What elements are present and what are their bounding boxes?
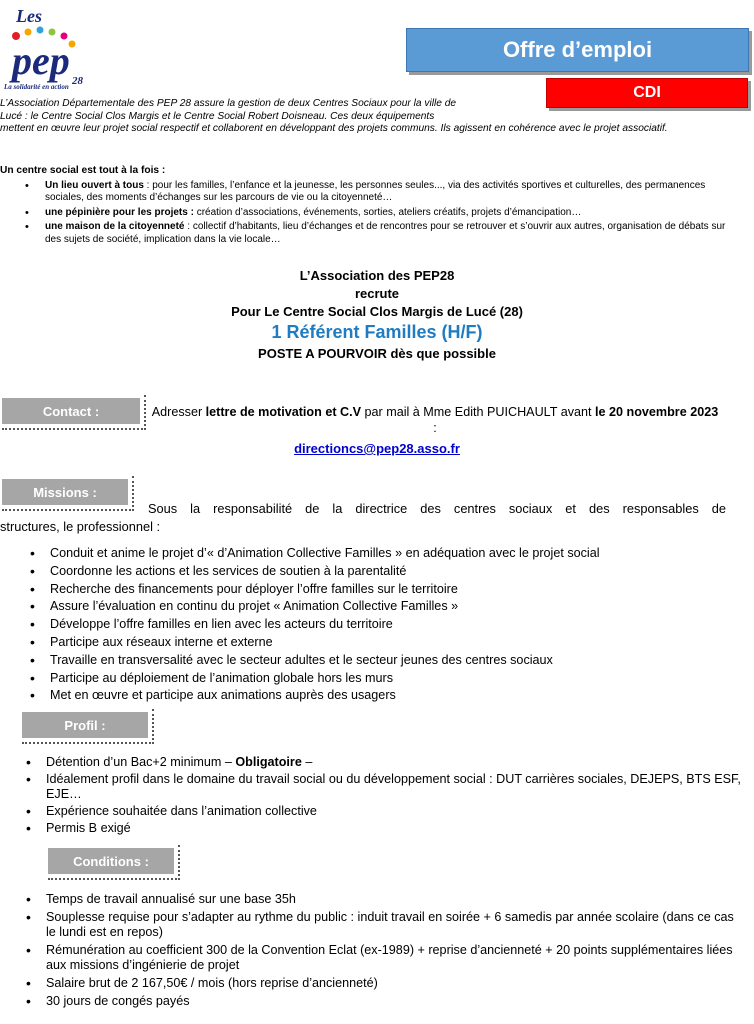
- pep28-logo: [2, 2, 102, 94]
- svg-text:28: 28: [72, 75, 83, 87]
- missions-list: [26, 545, 746, 705]
- contact-instructions: Adresser lettre de motivation et C.V par mail à Mme Edith PUICHAULT avant le 20 novembre 2023 :: [151, 405, 719, 435]
- list-item: • Souplesse requise pour s’adapter au rythme du public : induit travail en soirée + 6 samedis par année scolaire (dans ce cas le lundi est en repos): [22, 910, 742, 940]
- section-label-text: Conditions :: [73, 853, 149, 869]
- profil-section-label: [22, 712, 148, 738]
- list-item: • Travaille en transversalité avec le secteur adultes et le secteur jeunes des centres sociaux: [26, 652, 746, 670]
- conditions-section-label: [48, 848, 174, 874]
- list-item: • Salaire brut de 2 167,50€ / mois (hors reprise d’ancienneté): [22, 976, 742, 991]
- list-item: • Idéalement profil dans le domaine du travail social ou du développement social : DUT carrières sociales, DEJEPS, BTS ESF, EJE…: [22, 772, 742, 802]
- list-item: • Assure l’évaluation en continu du projet « Animation Collective Familles »: [26, 598, 746, 616]
- list-item: • Permis B exigé: [22, 821, 742, 836]
- list-item: • Recherche des financements pour déployer l’offre familles sur le territoire: [26, 581, 746, 599]
- svg-text:Les: Les: [16, 6, 42, 26]
- intro-paragraph: [0, 98, 740, 136]
- list-item: • Participe aux réseaux interne et externe: [26, 634, 746, 652]
- contract-type-badge: CDI: [546, 78, 748, 108]
- list-item: • Rémunération au coefficient 300 de la Convention Eclat (ex-1989) + reprise d’ancienneté + 20 points supplémentaires liées aux missions d’ingénierie de projet: [22, 943, 742, 973]
- list-item: • 30 jours de congés payés: [22, 994, 742, 1009]
- contact-email-link[interactable]: directioncs@pep28.asso.fr: [294, 441, 460, 456]
- list-item: • Un lieu ouvert à tous : pour les familles, l’enfance et la jeunesse, les personnes seules..., via des activités sportives et culturelles, des permanences sociales, des moments d’échanges sur les parcours de vie ou la citoyenneté…: [20, 180, 740, 205]
- centre-social-list: [20, 180, 740, 248]
- intro-line: Lucé : le Centre Social Clos Margis et le Centre Social Robert Doisneau. Ces deux équipements: [0, 110, 435, 122]
- contact-section-label: [2, 398, 140, 424]
- svg-text:pep: pep: [12, 38, 70, 83]
- list-item: • Développe l’offre familles en lien avec les acteurs du territoire: [26, 616, 746, 634]
- section-label-text: Profil :: [64, 717, 106, 733]
- job-offer-title: Offre d’emploi: [406, 28, 749, 72]
- recruit-centre: Pour Le Centre Social Clos Margis de Lucé (28): [231, 304, 523, 319]
- position-title: 1 Référent Familles (H/F): [271, 322, 483, 342]
- logo-tagline: La solidarité en action: [4, 83, 69, 91]
- list-item: • Met en œuvre et participe aux animations auprès des usagers: [26, 687, 746, 705]
- list-item: • Détention d’un Bac+2 minimum – Obligatoire –: [22, 755, 742, 770]
- centre-social-heading: Un centre social est tout à la fois :: [0, 165, 166, 176]
- missions-intro-line: structures, le professionnel :: [0, 518, 161, 534]
- list-item: • Expérience souhaitée dans l’animation collective: [22, 804, 742, 819]
- list-item: • Coordonne les actions et les services de soutien à la parentalité: [26, 563, 746, 581]
- availability: POSTE A POURVOIR dès que possible: [258, 346, 496, 361]
- list-item: • une maison de la citoyenneté : collectif d’habitants, lieu d’échanges et de rencontres pour se retrouver et s’ouvrir aux autres, organisation de débats sur des sujets de société, implication dans la vie locale…: [20, 221, 740, 246]
- section-label-text: Contact :: [42, 403, 100, 419]
- list-item: • Conduit et anime le projet d’« d’Animation Collective Familles » en adéquation avec le projet social: [26, 545, 746, 563]
- intro-line: L’Association Départementale des PEP 28 assure la gestion de deux Centres Sociaux pour la ville de: [0, 98, 457, 109]
- recruit-association: L’Association des PEP28: [299, 268, 455, 283]
- missions-intro: [0, 500, 726, 535]
- conditions-list: [22, 892, 742, 1012]
- intro-line: mettent en œuvre leur projet social respectif et collaborent en développant des projets communs. Ils agissent en cohérence avec le projet associatif.: [0, 123, 668, 135]
- profil-list: [22, 755, 742, 838]
- missions-intro-line: Sous la responsabilité de la directrice des centres sociaux et des responsables de: [148, 501, 726, 516]
- recruit-verb: recrute: [354, 286, 400, 301]
- list-item: • une pépinière pour les projets : création d’associations, événements, sorties, ateliers créatifs, projets d’émancipation…: [20, 207, 740, 219]
- section-label-text: Missions :: [33, 484, 97, 500]
- list-item: • Temps de travail annualisé sur une base 35h: [22, 892, 742, 907]
- list-item: • Participe au déploiement de l’animation globale hors les murs: [26, 670, 746, 688]
